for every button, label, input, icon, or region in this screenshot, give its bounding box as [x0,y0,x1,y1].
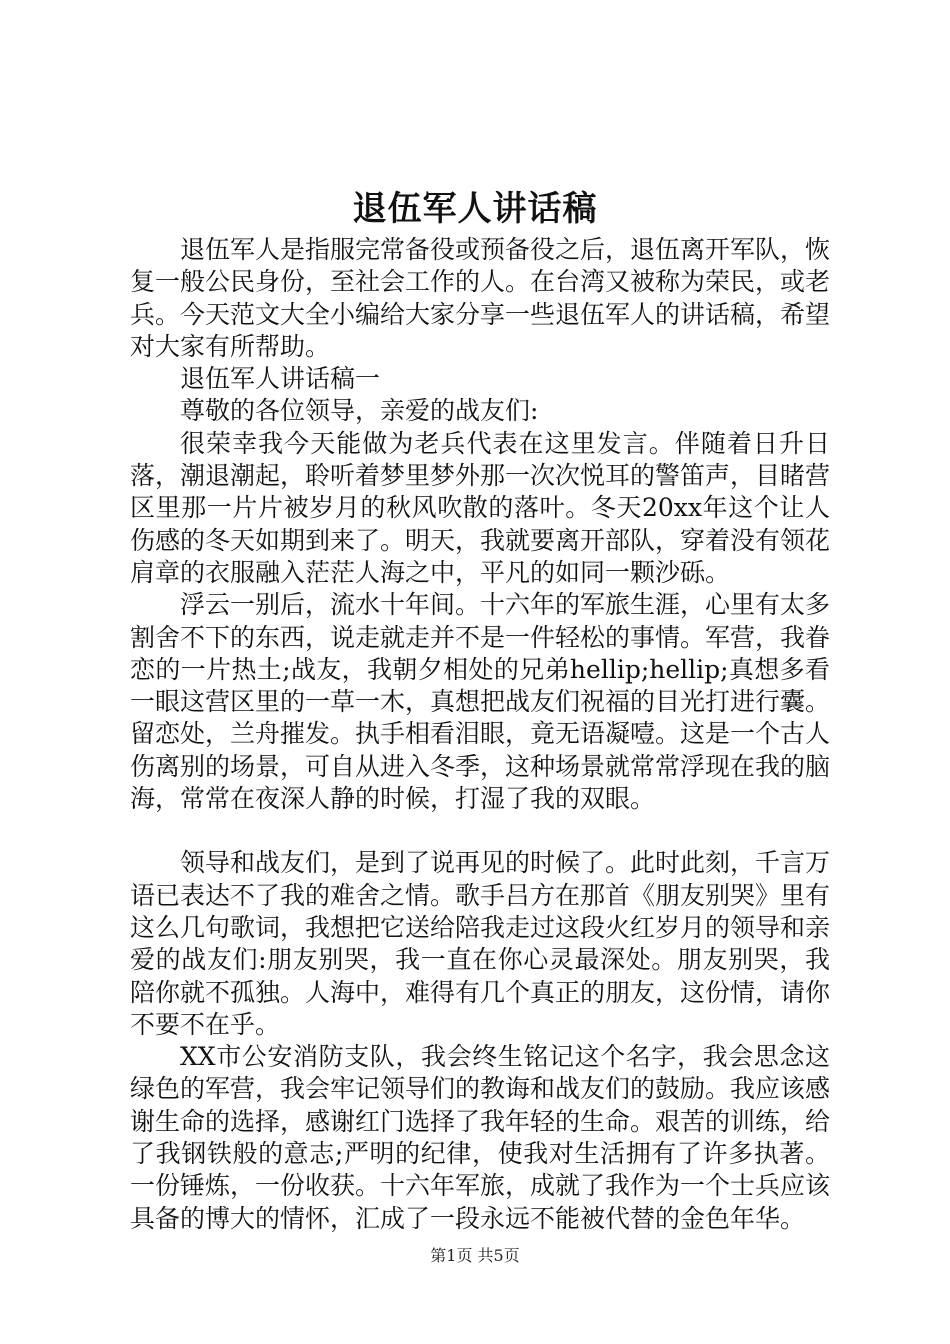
intro-paragraph: 退伍军人是指服完常备役或预备役之后，退伍离开军队，恢复一般公民身份，至社会工作的人。在台湾又被称为荣民，或老兵。今天范文大全小编给大家分享一些退伍军人的讲话稿，希望对大家有所帮助。 [130,235,831,361]
page-footer: 第1页 共5页 [430,1246,520,1265]
body-paragraph: 领导和战友们，是到了说再见的时候了。此时此刻，千言万语已表达不了我的难舍之情。歌手吕方在那首《朋友别哭》里有这么几句歌词，我想把它送给陪我走过这段火红岁月的领导和亲爱的战友们:朋友别哭，我一直在你心灵最深处。朋友别哭，我陪你就不孤独。人海中，难得有几个真正的朋友，这份情，请你不要不在乎。 [130,848,831,1039]
section-heading: 退伍军人讲话稿一 [180,364,381,394]
salutation: 尊敬的各位领导，亲爱的战友们: [180,396,539,426]
body-paragraph: 很荣幸我今天能做为老兵代表在这里发言。伴随着日升日落，潮退潮起，聆听着梦里梦外那一次次悦耳的警笛声，目睹营区里那一片片被岁月的秋风吹散的落叶。冬天20xx年这个让人伤感的冬天如期到来了。明天，我就要离开部队，穿着没有领花肩章的衣服融入茫茫人海之中，平凡的如同一颗沙砾。 [130,428,831,587]
body-paragraph: 浮云一别后，流水十年间。十六年的军旅生涯，心里有太多割舍不下的东西，说走就走并不是一件轻松的事情。军营，我眷恋的一片热土;战友，我朝夕相处的兄弟hellip;hellip;真想多看一眼这营区里的一草一木，真想把战友们祝福的目光打进行囊。留恋处，兰舟摧发。执手相看泪眼，竟无语凝噎。这是一个古人伤离别的场景，可自从进入冬季，这种场景就常常浮现在我的脑海，常常在夜深人静的时候，打湿了我的双眼。 [130,590,831,814]
body-paragraph: XX市公安消防支队，我会终生铭记这个名字，我会思念这绿色的军营，我会牢记领导们的教诲和战友们的鼓励。我应该感谢生命的选择，感谢红门选择了我年轻的生命。艰苦的训练，给了我钢铁般的意志;严明的纪律，使我对生活拥有了许多执著。一份锤炼，一份收获。十六年军旅，成就了我作为一个士兵应该具备的博大的情怀，汇成了一段永远不能被代替的金色年华。 [130,1042,831,1233]
document-title: 退伍军人讲话稿 [352,189,598,229]
document-body [130,234,830,1235]
